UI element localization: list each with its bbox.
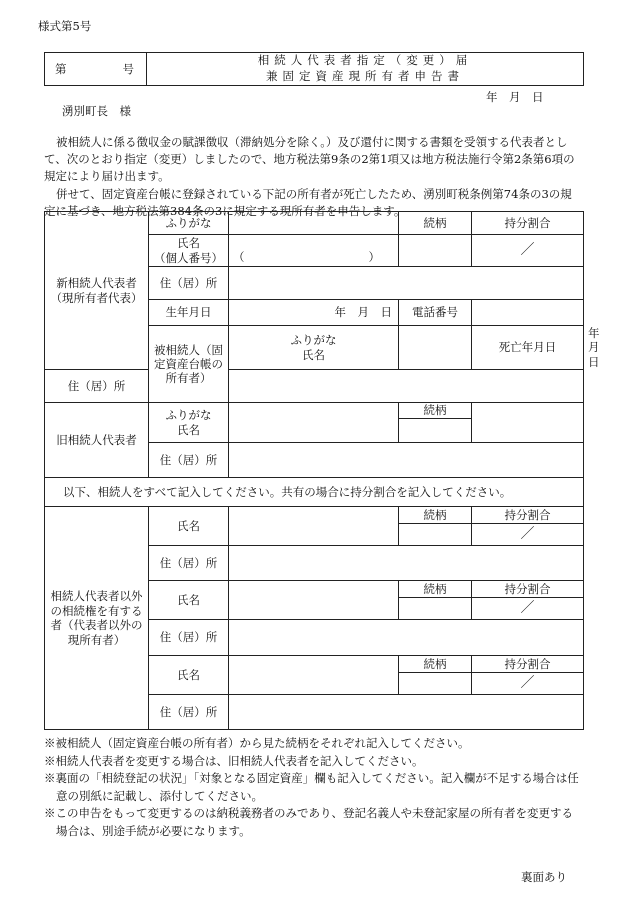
new-rep-name-field[interactable] — [229, 235, 399, 267]
name-label: 氏名 — [149, 656, 229, 695]
document-number-cell[interactable] — [45, 53, 147, 86]
zokugara-header: 続柄 — [399, 403, 472, 419]
phone-label: 電話番号 — [399, 300, 472, 326]
zokugara-header: 続柄 — [399, 212, 472, 235]
close-paren: ） — [368, 249, 380, 264]
heir1-name-field[interactable] — [229, 507, 399, 546]
old-representative-label: 旧相続人代表者 — [45, 403, 149, 478]
address-label: 住（居）所 — [149, 620, 229, 656]
mochibun-header: 持分割合 — [472, 656, 584, 673]
deceased-name-field[interactable] — [399, 326, 472, 370]
old-rep-zokugara-field[interactable] — [399, 419, 472, 443]
name-label: 氏名 （個人番号） — [149, 235, 229, 267]
heir3-address-field[interactable] — [229, 695, 584, 730]
name-label: 氏名 — [149, 581, 229, 620]
furigana-label: ふりがな — [149, 212, 229, 235]
address-label: 住（居）所 — [149, 443, 229, 478]
heir2-zokugara-field[interactable] — [399, 598, 472, 620]
birth-label: 生年月日 — [149, 300, 229, 326]
other-heirs-label: 相続人代表者以外の相続権を有する者（代表者以外の現所有者） — [45, 507, 149, 730]
form-number: 様式第5号 — [38, 19, 92, 33]
heir1-address-field[interactable] — [229, 546, 584, 581]
deceased-label: 被相続人（固定資産台帳の所有者） — [149, 326, 229, 403]
heir2-address-field[interactable] — [229, 620, 584, 656]
zokugara-header: 続柄 — [399, 507, 472, 524]
mochibun-header: 持分割合 — [472, 581, 584, 598]
heir2-mochibun-field[interactable]: ／ — [472, 598, 584, 620]
deceased-furigana-name-label: ふりがな 氏名 — [229, 326, 399, 370]
mochibun-header: 持分割合 — [472, 212, 584, 235]
document-title — [147, 53, 584, 86]
address-label: 住（居）所 — [149, 695, 229, 730]
note-item: ※被相続人（固定資産台帳の所有者）から見た続柄をそれぞれ記入してください。 — [44, 736, 470, 750]
heir2-name-field[interactable] — [229, 581, 399, 620]
address-label: 住（居）所 — [149, 546, 229, 581]
main-form-table: 新相続人代表者（現所有者代表） ふりがな 続柄 持分割合 氏名 （個人番号） （ ） ／ 住（居）所 生年月日 年 月 日 電話番号 被相続人（固定資産台帳の所有者） ふりがな 氏名 死亡年月日 年 月 日 住（居）所 旧相続人代表者 ふりがな 氏名 続柄 住（居）所 以下、相続人をすべて記入してください。共有の場合に持分割合を記入してください。 相続人代表者以外の相続権を有する者（代表者以外の現所有者） 氏名 続柄 持分割合 ／ 住（居）所 氏名 続柄 持分割合 ／ 住（居）所 氏名 続柄 持分割合 ／ 住（居）所 — [44, 211, 584, 730]
paragraph-designation: 被相続人に係る徴収金の賦課徴収（滞納処分を除く。）及び還付に関する書類を受領する代表者として、次のとおり指定（変更）しましたので、地方税法第9条の2第1項又は地方税法施行令第2条第6項の規定により届け出ます。 — [44, 135, 575, 183]
birth-date-field[interactable]: 年 月 日 — [229, 300, 399, 326]
paragraph-declaration: 併せて、固定資産台帳に登録されている下記の所有者が死亡したため、湧別町税条例第74条の3の規定に基づき、地方税法第384条の3に規定する現所有者を申告します。 — [44, 187, 572, 218]
dai-label: 第 — [55, 61, 67, 76]
new-rep-mochibun-field[interactable]: ／ — [472, 235, 584, 267]
addressee: 湧別町長 様 — [62, 104, 131, 118]
new-rep-furigana-field[interactable] — [229, 212, 399, 235]
phone-field[interactable] — [472, 300, 584, 326]
deceased-address-field[interactable] — [229, 370, 584, 403]
heirs-instruction: 以下、相続人をすべて記入してください。共有の場合に持分割合を記入してください。 — [45, 478, 584, 507]
title-table — [44, 52, 584, 86]
old-rep-address-field[interactable] — [229, 443, 584, 478]
note-item: ※この申告をもって変更するのは納税義務者のみであり、登記名義人や未登記家屋の所有者を変更する場合は、別途手続が必要になります。 — [44, 806, 573, 838]
heir3-mochibun-field[interactable]: ／ — [472, 673, 584, 695]
zokugara-header: 続柄 — [399, 656, 472, 673]
heir1-zokugara-field[interactable] — [399, 524, 472, 546]
title-line1: 相続人代表者指定（変更）届 — [257, 53, 473, 68]
title-line2: 兼固定資産現所有者申告書 — [266, 69, 464, 83]
new-representative-label: 新相続人代表者（現所有者代表） — [45, 212, 149, 370]
go-label: 号 — [122, 61, 134, 76]
old-rep-furigana-name-label: ふりがな 氏名 — [149, 403, 229, 443]
address-label: 住（居）所 — [45, 370, 149, 403]
zokugara-header: 続柄 — [399, 581, 472, 598]
new-rep-address-field[interactable] — [229, 267, 584, 300]
mochibun-header: 持分割合 — [472, 507, 584, 524]
old-rep-blank-field[interactable] — [472, 403, 584, 443]
note-item: ※相続人代表者を変更する場合は、旧相続人代表者を記入してください。 — [44, 753, 424, 768]
address-label: 住（居）所 — [149, 267, 229, 300]
name-label: 氏名 — [149, 507, 229, 546]
note-item: ※裏面の「相続登記の状況」「対象となる固定資産」欄も記入してください。記入欄が不足する場合は任意の別紙に記載し、添付してください。 — [44, 771, 579, 803]
open-paren: （ — [233, 249, 245, 264]
back-side-note: 裏面あり — [521, 870, 567, 884]
new-rep-zokugara-field[interactable] — [399, 235, 472, 267]
submission-date[interactable]: 年 月 日 — [486, 90, 544, 104]
death-date-label: 死亡年月日 — [472, 326, 584, 370]
notes — [44, 735, 584, 840]
heir3-zokugara-field[interactable] — [399, 673, 472, 695]
old-rep-name-field[interactable] — [229, 403, 399, 443]
heir3-name-field[interactable] — [229, 656, 399, 695]
heir1-mochibun-field[interactable]: ／ — [472, 524, 584, 546]
